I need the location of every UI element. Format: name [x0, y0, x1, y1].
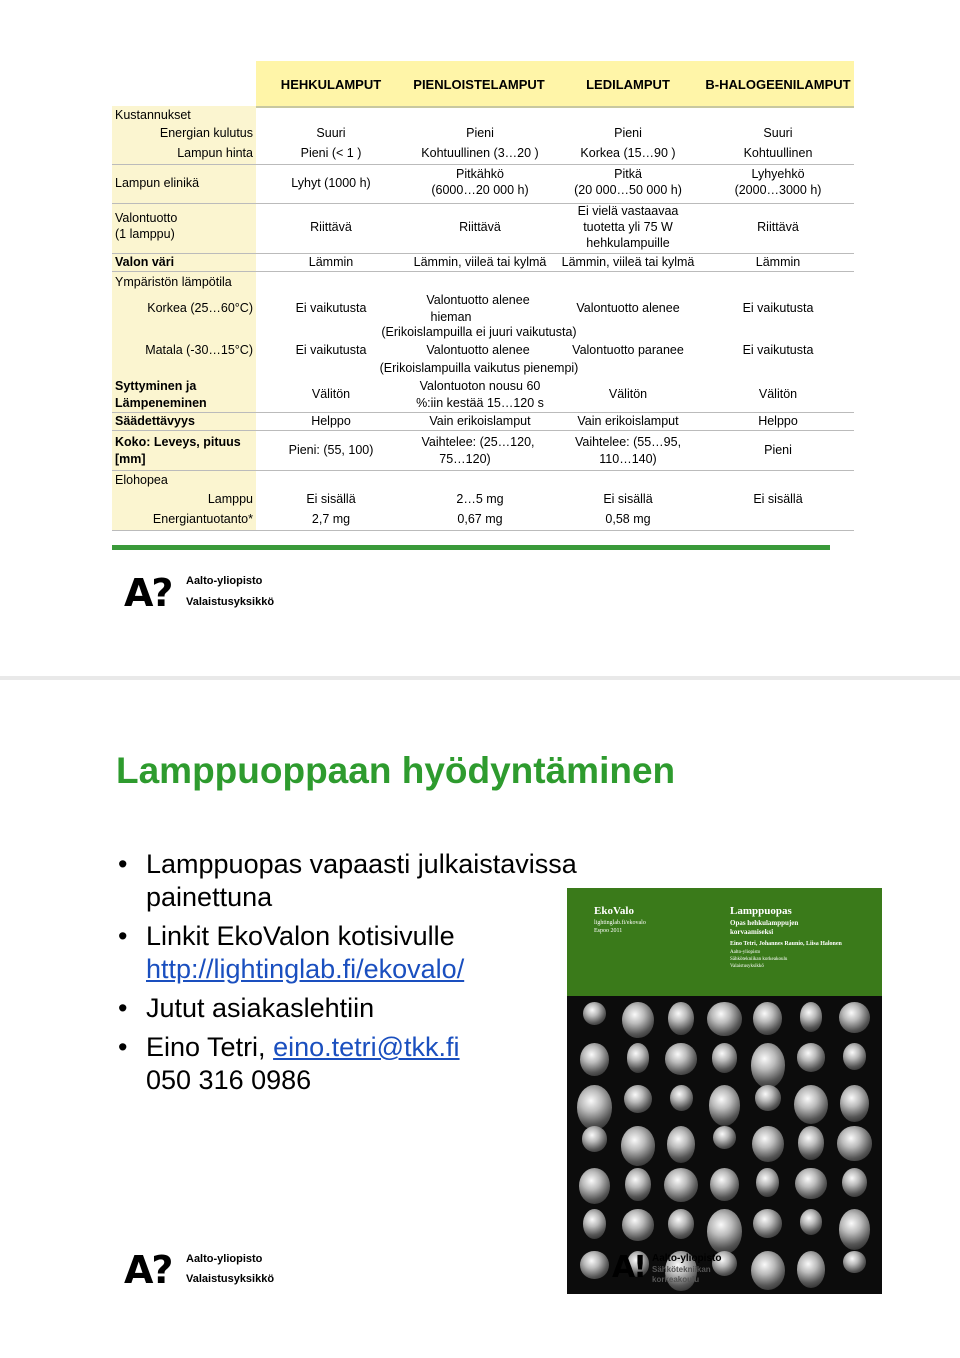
- lamp-photo: [621, 1126, 655, 1166]
- cell-life-halogen-line2: (2000…3000 h): [734, 183, 822, 197]
- cover-subtitle: Opas hehkulamppujen: [730, 919, 799, 927]
- cell-low-cfl: Valontuotto alenee: [426, 343, 530, 357]
- table-header-row: [256, 61, 854, 108]
- aalto-logo-unit: Valaistusyksikkö: [186, 596, 275, 608]
- row-divider: [112, 253, 854, 254]
- bullet-item: [118, 848, 618, 914]
- cell-life-halogen-line1: Lyhyehkö: [751, 167, 805, 181]
- cell-size-led-line2: 110…140): [599, 452, 657, 466]
- lamp-photo: [707, 1002, 741, 1036]
- cell-energy-incandescent: Suuri: [316, 126, 346, 140]
- cell-size-cfl-line1: Vaihtelee: (25…120,: [421, 435, 535, 449]
- lamp-photo: [752, 1126, 783, 1162]
- row-divider: [112, 164, 854, 165]
- lamp-photo: [624, 1085, 653, 1114]
- row-divider: [112, 203, 854, 204]
- lamp-photo: [583, 1209, 606, 1239]
- header-incandescent: HEHKULAMPUT: [280, 77, 382, 92]
- cell-energyprod-led: 0,58 mg: [605, 512, 651, 526]
- row-label-ignition-line2: Lämpeneminen: [115, 396, 207, 410]
- cell-ignition-halogen: Välitön: [758, 387, 798, 401]
- lamp-photo: [582, 1126, 608, 1152]
- cell-ignition-cfl-line2: %:iin kestää 15…120 s: [416, 396, 544, 410]
- cell-energyprod-cfl: 0,67 mg: [457, 512, 503, 526]
- cell-energy-led: Pieni: [614, 126, 642, 140]
- aalto-logo-unit: Valaistusyksikkö: [186, 1273, 275, 1285]
- lamp-photo: [665, 1043, 696, 1074]
- email-link[interactable]: eino.tetri@tkk.fi: [273, 1032, 460, 1062]
- lamp-photo: [709, 1085, 740, 1126]
- bullet-text: Lamppuopas vapaasti julkaistavissa painettuna: [146, 849, 577, 912]
- lamp-photo: [712, 1043, 738, 1073]
- cell-output-led-line1: Ei vielä vastaavaa: [577, 204, 679, 218]
- cell-output-cfl: Riittävä: [459, 220, 501, 234]
- cell-life-incandescent: Lyhyt (1000 h): [291, 176, 371, 190]
- lamp-photo: [710, 1168, 739, 1201]
- lamp-photo: [839, 1209, 870, 1250]
- lamp-photo: [622, 1209, 653, 1240]
- cover-left-line: lightinglab.fi/ekovalo: [594, 920, 646, 926]
- row-label-ambient: Ympäristön lämpötila: [115, 275, 232, 289]
- row-divider: [112, 430, 854, 431]
- bullet-text: Jutut asiakaslehtiin: [146, 993, 375, 1023]
- cover-left-title: EkoValo: [594, 905, 634, 917]
- cell-output-halogen: Riittävä: [757, 220, 799, 234]
- row-divider: [112, 530, 854, 531]
- cell-lamp-incandescent: Ei sisällä: [306, 492, 356, 506]
- row-label-low-temp: Matala (-30…15°C): [145, 343, 253, 357]
- cell-high-cfl-line2: hieman: [430, 310, 472, 324]
- bullet-item: [118, 992, 618, 1025]
- cover-authors: Eino Tetri, Johannes Raunio, Liisa Halonen: [730, 941, 842, 947]
- row-label-output-line2: (1 lamppu): [115, 227, 175, 241]
- lamp-photo: [795, 1168, 826, 1199]
- aalto-logo-name: Aalto-yliopisto: [186, 1253, 263, 1265]
- row-label-output-line1: Valontuotto: [115, 211, 178, 225]
- row-label-color: Valon väri: [115, 255, 175, 269]
- aalto-logo-mark: A?: [124, 1248, 172, 1292]
- cell-high-incandescent: Ei vaikutusta: [295, 301, 367, 315]
- cover-org-line: Aalto-yliopisto: [730, 950, 761, 955]
- aalto-logo-line3: korkeakoulu: [652, 1275, 700, 1284]
- bullet-item: [118, 1031, 618, 1097]
- lamp-photo: [579, 1168, 610, 1204]
- aalto-logo-name: Aalto-yliopisto: [186, 575, 263, 587]
- cover-org-line: Sähkötekniikan korkeakoulu: [730, 957, 788, 962]
- header-led: LEDILAMPUT: [586, 77, 670, 92]
- bullet-item: [118, 920, 618, 986]
- lamp-photo: [800, 1002, 823, 1032]
- cover-subtitle: korvaamiseksi: [730, 928, 774, 936]
- cell-high-led: Valontuotto alenee: [576, 301, 680, 315]
- cell-color-cfl: Lämmin, viileä tai kylmä: [413, 255, 547, 269]
- cell-size-incandescent: Pieni: (55, 100): [288, 443, 374, 457]
- cell-low-led: Valontuotto paranee: [572, 343, 684, 357]
- row-label-ignition-line1: Syttyminen ja: [115, 379, 197, 393]
- slide-title: Lamppuoppaan hyödyntäminen: [116, 750, 676, 791]
- lamp-photo: [751, 1043, 785, 1088]
- lamp-photo: [583, 1002, 606, 1025]
- cell-energyprod-incandescent: 2,7 mg: [311, 512, 351, 526]
- cell-lamp-led: Ei sisällä: [603, 492, 653, 506]
- aalto-logo-line2: Sähkötekniikan: [652, 1265, 711, 1274]
- lamp-photo: [794, 1085, 828, 1125]
- lamp-photo: [707, 1209, 741, 1254]
- lamp-photo: [577, 1085, 611, 1130]
- aalto-logo-mark: A?: [124, 571, 172, 615]
- lamp-photo: [753, 1209, 782, 1238]
- aalto-logo-mark: A!: [612, 1250, 645, 1285]
- cell-lamp-halogen: Ei sisällä: [753, 492, 803, 506]
- bullet-text: Eino Tetri,: [146, 1032, 274, 1062]
- lamp-photo: [670, 1085, 693, 1111]
- lamp-photo: [839, 1002, 870, 1033]
- lamp-photo: [580, 1251, 609, 1280]
- row-label-dimming: Säädettävyys: [115, 414, 195, 428]
- cell-output-incandescent: Riittävä: [310, 220, 352, 234]
- note-high-temp: (Erikoislampuilla ei juuri vaikutusta): [381, 325, 577, 339]
- cell-low-halogen: Ei vaikutusta: [742, 343, 814, 357]
- cell-price-cfl: Kohtuullinen (3…20 ): [421, 146, 539, 160]
- lamp-photo: [798, 1126, 824, 1159]
- cell-energy-cfl: Pieni: [466, 126, 494, 140]
- lamp-photo: [843, 1251, 866, 1274]
- row-divider: [112, 412, 854, 413]
- cell-high-cfl-line1: Valontuotto alenee: [426, 293, 530, 307]
- cover-right-title: Lamppuopas: [730, 905, 792, 917]
- cell-color-incandescent: Lämmin: [308, 255, 354, 269]
- cell-high-halogen: Ei vaikutusta: [742, 301, 814, 315]
- row-label-price: Lampun hinta: [177, 146, 253, 160]
- lamp-photo: [664, 1168, 698, 1202]
- lamp-photo: [625, 1168, 651, 1201]
- lamp-photo: [837, 1126, 871, 1160]
- cover-left-line: Espoo 2011: [594, 928, 623, 934]
- lamp-photo: [797, 1251, 826, 1288]
- cell-size-cfl-line2: 75…120): [439, 452, 491, 466]
- note-low-temp: (Erikoislampuilla vaikutus pienempi): [379, 361, 579, 375]
- cell-price-halogen: Kohtuullinen: [743, 146, 813, 160]
- cell-life-led-line1: Pitkä: [614, 167, 642, 181]
- lamp-photo: [668, 1002, 694, 1035]
- cover-org-line: Valaistusyksikkö: [730, 964, 764, 969]
- lamp-photo: [667, 1126, 696, 1163]
- lamp-photo: [800, 1209, 823, 1235]
- cell-lamp-cfl: 2…5 mg: [456, 492, 504, 506]
- row-label-energy-production: Energiantuotanto*: [152, 512, 253, 526]
- cell-low-incandescent: Ei vaikutusta: [295, 343, 367, 357]
- row-divider: [112, 470, 854, 471]
- bullet-list: [118, 848, 618, 1103]
- row-label-energy: Energian kulutus: [159, 126, 253, 140]
- header-cfl: PIENLOISTELAMPUT: [413, 77, 545, 92]
- lamp-photo: [753, 1002, 782, 1035]
- cell-size-led-line1: Vaihtelee: (55…95,: [574, 435, 682, 449]
- cell-energy-halogen: Suuri: [763, 126, 793, 140]
- row-label-high-temp: Korkea (25…60°C): [147, 301, 253, 315]
- lamp-photo: [755, 1085, 781, 1111]
- cell-life-led-line2: (20 000…50 000 h): [574, 183, 682, 197]
- cell-ignition-led: Välitön: [608, 387, 648, 401]
- lamp-photo: [842, 1168, 868, 1198]
- cell-size-halogen: Pieni: [764, 443, 792, 457]
- cell-price-led: Korkea (15…90 ): [580, 146, 676, 160]
- lamp-photo: [756, 1168, 779, 1198]
- row-label-size-line1: Koko: Leveys, pituus: [115, 435, 241, 449]
- cell-life-cfl-line2: (6000…20 000 h): [431, 183, 529, 197]
- cell-color-led: Lämmin, viileä tai kylmä: [561, 255, 695, 269]
- slide-comparison-table: [0, 0, 960, 676]
- ekovalo-link[interactable]: http://lightinglab.fi/ekovalo/: [146, 954, 465, 984]
- lamp-photo: [751, 1251, 785, 1291]
- cell-output-led-line2: tuotetta yli 75 W: [583, 220, 673, 234]
- cell-ignition-cfl-line1: Valontuoton nousu 60: [419, 379, 541, 393]
- cell-ignition-incandescent: Välitön: [311, 387, 351, 401]
- lamp-photo: [840, 1085, 869, 1122]
- header-halogen: B-HALOGEENILAMPUT: [705, 77, 851, 92]
- lamp-photo: [668, 1209, 694, 1239]
- cell-color-halogen: Lämmin: [755, 255, 801, 269]
- row-label-life: Lampun elinikä: [115, 176, 200, 190]
- lamp-photo: [622, 1002, 653, 1038]
- lamp-photo: [580, 1043, 609, 1076]
- green-divider-bar: [112, 545, 830, 550]
- lamp-photo: [713, 1126, 736, 1149]
- cell-price-incandescent: Pieni (< 1 ): [300, 146, 362, 160]
- lamp-photo: [627, 1043, 650, 1073]
- lamp-photo: [843, 1043, 866, 1069]
- row-label-costs: Kustannukset: [115, 108, 191, 122]
- bullet-text: Linkit EkoValon kotisivulle: [146, 921, 455, 951]
- row-divider: [112, 271, 854, 272]
- aalto-logo-name: Aalto-yliopisto: [652, 1253, 722, 1264]
- row-label-lamp: Lamppu: [207, 492, 253, 506]
- cell-output-led-line3: hehkulampuille: [586, 236, 670, 250]
- phone-number: 050 316 0986: [146, 1065, 312, 1095]
- cell-dimming-cfl: Vain erikoislamput: [429, 414, 531, 428]
- row-label-size-line2: [mm]: [115, 452, 146, 466]
- cell-dimming-led: Vain erikoislamput: [577, 414, 679, 428]
- lamp-photo-collage: [573, 1000, 876, 1290]
- cell-dimming-halogen: Helppo: [758, 414, 798, 428]
- cell-dimming-incandescent: Helppo: [311, 414, 351, 428]
- cell-life-cfl-line1: Pitkähkö: [456, 167, 504, 181]
- guide-cover-thumbnail: [567, 888, 882, 1294]
- row-label-mercury: Elohopea: [115, 473, 168, 487]
- lamp-photo: [797, 1043, 826, 1072]
